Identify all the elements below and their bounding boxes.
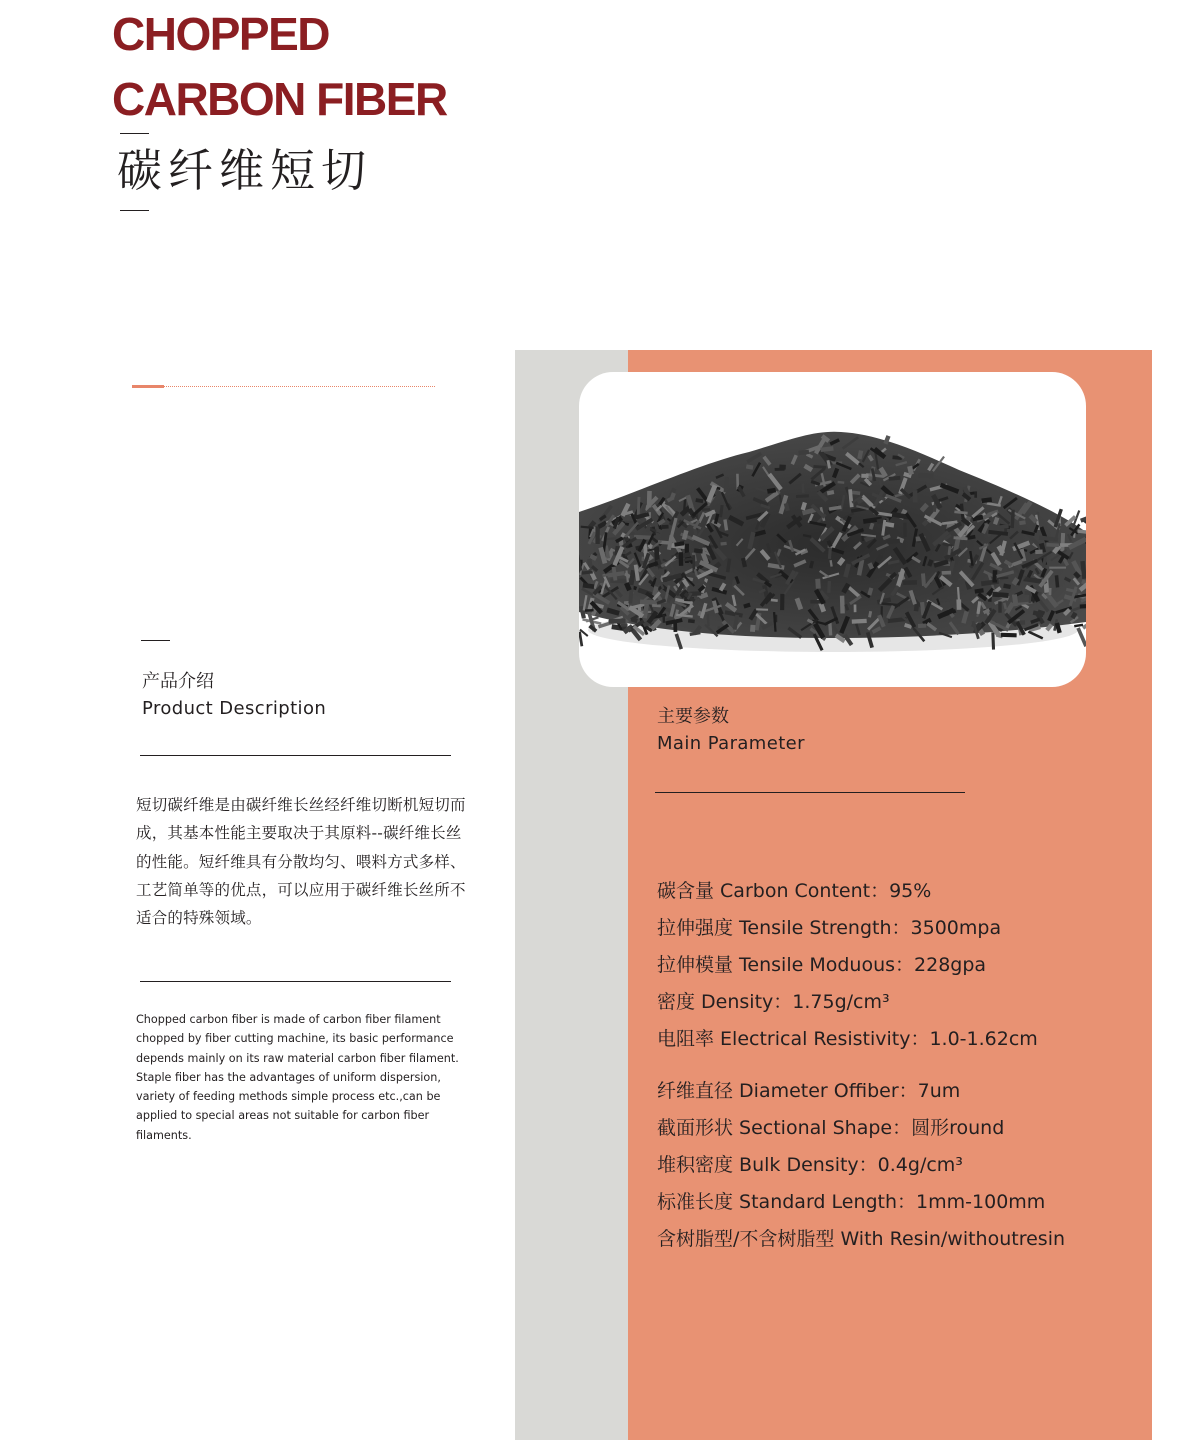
param-tensile-strength: 拉伸强度 Tensile Strength：3500mpa [657,917,1002,939]
product-description-cn: 短切碳纤维是由碳纤维长丝经纤维切断机短切而成，其基本性能主要取决于其原料--碳纤维长丝的性能。短纤维具有分散均匀、喂料方式多样、工艺简单等的优点，可以应用于碳纤维长丝所不适合的特殊领域。 [136,796,466,928]
page-title-cn: 碳纤维短切 [117,144,373,197]
parameter-rule [655,792,965,793]
param-resin-type: 含树脂型/不含树脂型 With Resin/withoutresin [657,1228,1066,1250]
param-electrical-resistivity: 电阻率 Electrical Resistivity：1.0-1.62cm [657,1028,1038,1050]
product-description-heading-en: Product Description [142,698,327,719]
param-carbon-content: 碳含量 Carbon Content：95% [657,880,932,902]
param-sectional-shape: 截面形状 Sectional Shape：圆形round [657,1117,1005,1139]
title-en-line-1: CHOPPED [112,8,329,60]
param-tensile-modulus: 拉伸模量 Tensile Moduous：228gpa [657,954,987,976]
param-density: 密度 Density：1.75g/cm³ [657,991,890,1013]
accent-divider-solid [132,385,164,388]
title-en-line-2: CARBON FIBER [112,73,447,125]
desc-short-rule [141,640,170,641]
main-parameter-heading [657,703,805,757]
product-description-en: Chopped carbon fiber is made of carbon fiber filament chopped by fiber cutting machine, its basic performance depends mainly on its raw material carbon fiber filament. Staple fiber has the advantages of uniform dispersion, variety of feeding methods simple process etc.,can be applied to special areas not suitable for carbon fiber filaments. [136,1013,459,1142]
desc-rule-1 [140,755,451,756]
accent-divider [132,385,435,388]
product-photo-card [579,372,1086,687]
chopped-fiber-pile-image [579,372,1086,687]
main-parameter-heading-cn: 主要参数 [657,706,729,727]
title-rule-top [120,133,149,134]
title-rule-bottom [120,210,149,211]
param-standard-length: 标准长度 Standard Length：1mm-100mm [657,1191,1046,1213]
param-fiber-diameter: 纤维直径 Diameter Offiber：7um [657,1080,961,1102]
parameter-list-1 [657,873,1038,1058]
desc-rule-2 [140,981,451,982]
parameter-list-2 [657,1073,1065,1258]
main-parameter-heading-en: Main Parameter [657,733,805,754]
param-bulk-density: 堆积密度 Bulk Density：0.4g/cm³ [657,1154,963,1176]
accent-divider-dotted [164,386,435,387]
page-title-en [112,2,447,132]
product-description-heading-cn: 产品介绍 [142,671,214,692]
product-description-heading [142,668,326,722]
